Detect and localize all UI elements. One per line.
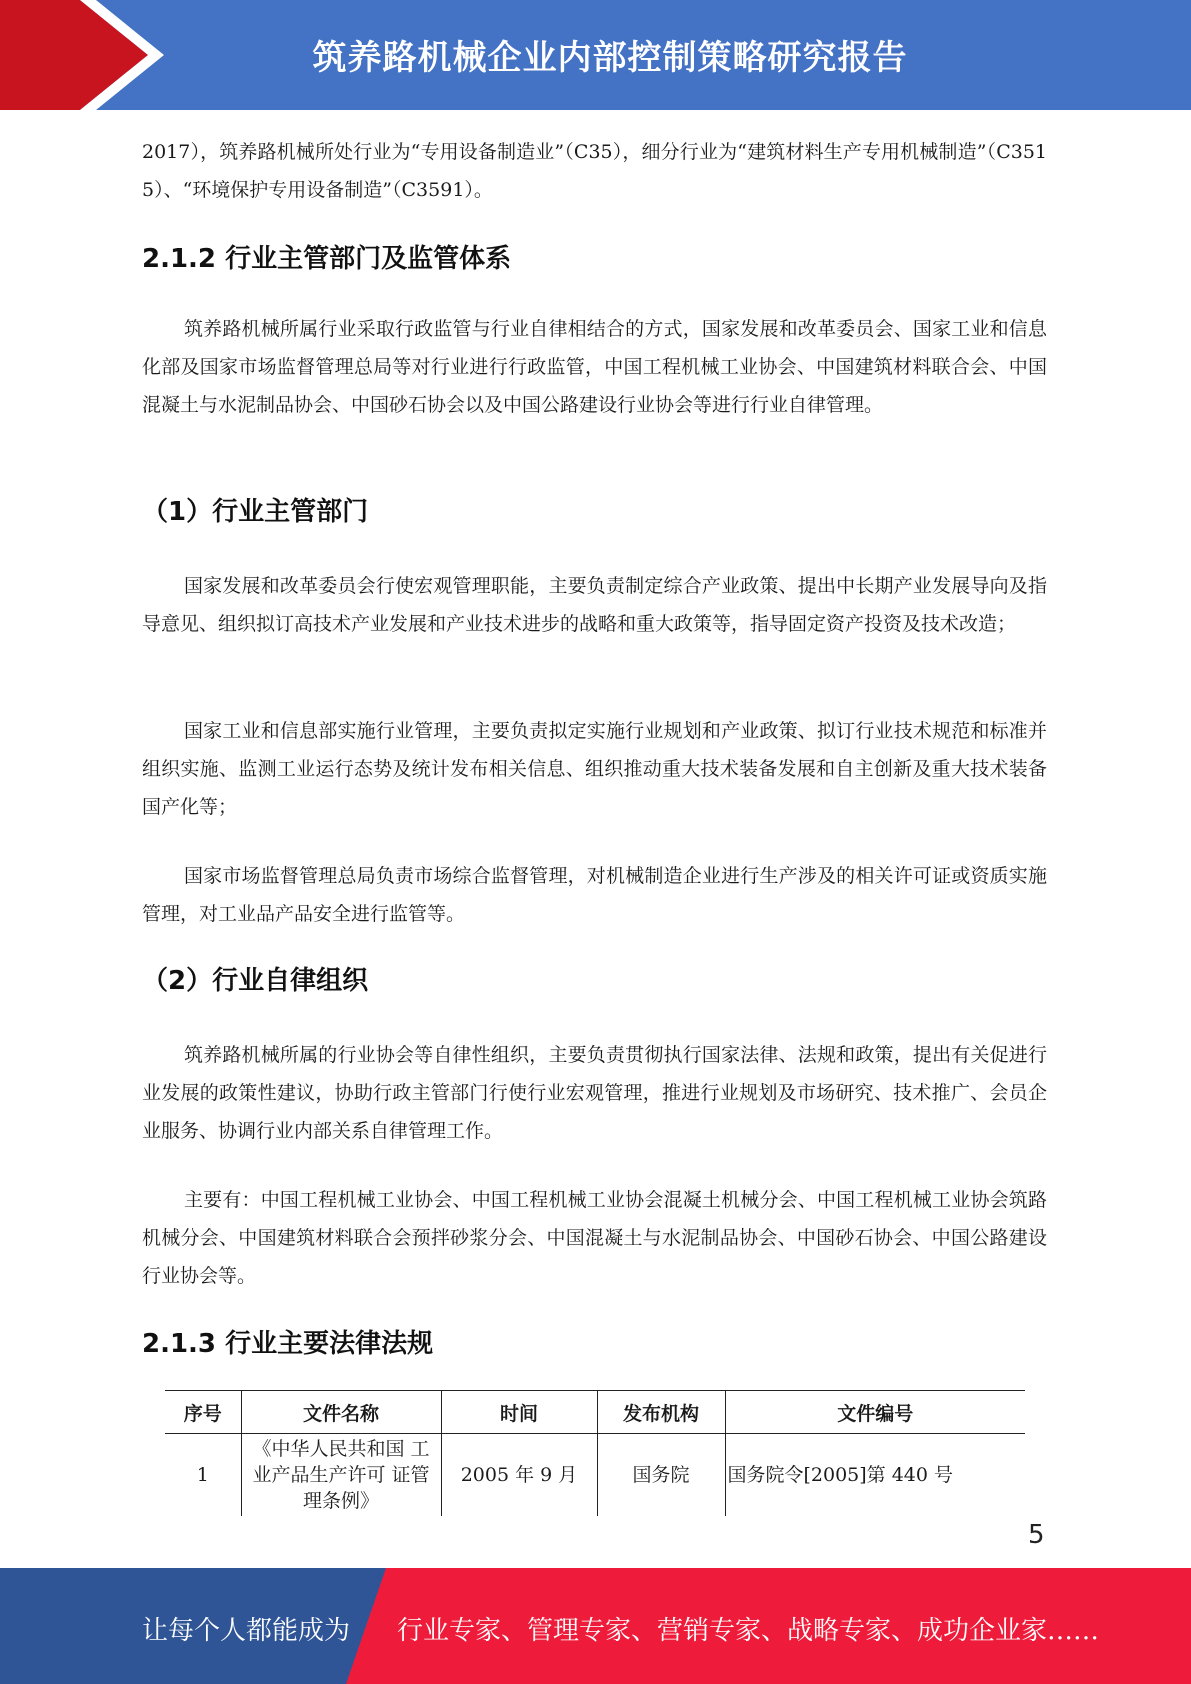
section-heading-2-1-2-block — [142, 238, 1047, 275]
section-heading-2-1-2: 2.1.2 行业主管部门及监管体系 — [142, 244, 512, 274]
column-header-document-number: 文件编号 — [725, 1391, 1025, 1434]
subheading-authorities: （1）行业主管部门 — [142, 497, 369, 527]
subheading-self-regulation: （2）行业自律组织 — [142, 966, 369, 996]
regulation-system-paragraph: 筑养路机械所属行业采取行政监管与行业自律相结合的方式，国家发展和改革委员会、国家工业和信息化部及国家市场监督管理总局等对行业进行行政监管，中国工程机械工业协会、中国建筑材料联合会、中国混凝土与水泥制品协会、中国砂石协会以及中国公路建设行业协会等进行行业自律管理。 — [142, 318, 1047, 416]
cell-document-number: 国务院令[2005]第 440 号 — [725, 1434, 1025, 1517]
self-regulation-block — [142, 1036, 1047, 1150]
intro-paragraph-block — [142, 133, 1047, 209]
regulation-system-block — [142, 310, 1047, 424]
table-row — [165, 1434, 1025, 1517]
page-header — [0, 0, 1191, 110]
intro-paragraph: 2017），筑养路机械所处行业为“专用设备制造业”（C35），细分行业为“建筑材料生产专用机械制造”（C3515）、“环境保护专用设备制造”（C3591）。 — [142, 141, 1047, 201]
footer-slogan-left: 让每个人都能成为 — [142, 1616, 351, 1646]
subheading-self-regulation-block — [142, 960, 1047, 997]
ndrc-paragraph: 国家发展和改革委员会行使宏观管理职能，主要负责制定综合产业政策、提出中长期产业发展导向及指导意见、组织拟订高技术产业发展和产业技术进步的战略和重大政策等，指导固定资产投资及技术改造； — [142, 575, 1047, 635]
samr-block — [142, 857, 1047, 933]
self-regulation-paragraph: 筑养路机械所属的行业协会等自律性组织，主要负责贯彻执行国家法律、法规和政策，提出有关促进行业发展的政策性建议，协助行政主管部门行使行业宏观管理，推进行业规划及市场研究、技术推广、会员企业服务、协调行业内部关系自律管理工作。 — [142, 1044, 1047, 1142]
miit-block — [142, 712, 1047, 826]
ndrc-block — [142, 567, 1047, 643]
page-footer — [0, 1568, 1191, 1684]
subheading-authorities-block — [142, 491, 1047, 528]
column-header-issuer: 发布机构 — [597, 1391, 725, 1434]
cell-issuer: 国务院 — [597, 1434, 725, 1517]
column-header-index: 序号 — [165, 1391, 241, 1434]
cell-date: 2005 年 9 月 — [441, 1434, 597, 1517]
cell-document-name: 《中华人民共和国 工业产品生产许可 证管理条例》 — [241, 1434, 441, 1517]
column-header-date: 时间 — [441, 1391, 597, 1434]
cell-index: 1 — [196, 1464, 209, 1486]
footer-slogan-right: 行业专家、管理专家、营销专家、战略专家、成功企业家…… — [397, 1616, 1100, 1646]
table-header-row — [165, 1391, 1025, 1434]
page-number: 5 — [1028, 1520, 1045, 1550]
section-heading-2-1-3: 2.1.3 行业主要法律法规 — [142, 1329, 434, 1359]
associations-block — [142, 1181, 1047, 1295]
section-heading-2-1-3-block — [142, 1323, 1047, 1360]
miit-paragraph: 国家工业和信息部实施行业管理，主要负责拟定实施行业规划和产业政策、拟订行业技术规范和标准并组织实施、监测工业运行态势及统计发布相关信息、组织推动重大技术装备发展和自主创新及重大技术装备国产化等； — [142, 720, 1047, 818]
samr-paragraph: 国家市场监督管理总局负责市场综合监督管理，对机械制造企业进行生产涉及的相关许可证或资质实施管理，对工业品产品安全进行监管等。 — [142, 865, 1047, 925]
column-header-document-name: 文件名称 — [241, 1391, 441, 1434]
laws-table — [165, 1390, 1025, 1516]
report-title: 筑养路机械企业内部控制策略研究报告 — [312, 38, 908, 78]
associations-paragraph: 主要有：中国工程机械工业协会、中国工程机械工业协会混凝土机械分会、中国工程机械工业协会筑路机械分会、中国建筑材料联合会预拌砂浆分会、中国混凝土与水泥制品协会、中国砂石协会、中国公路建设行业协会等。 — [142, 1189, 1047, 1287]
